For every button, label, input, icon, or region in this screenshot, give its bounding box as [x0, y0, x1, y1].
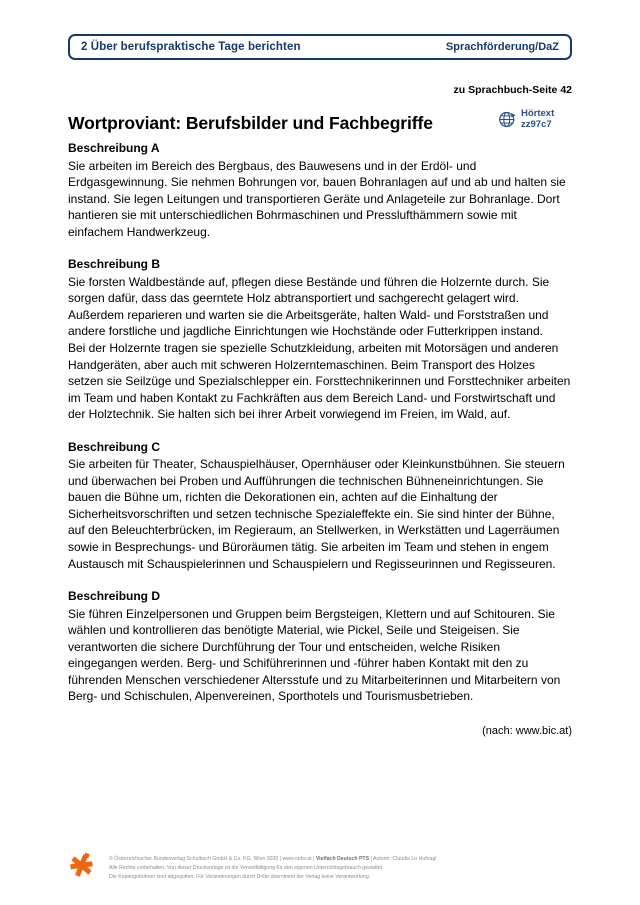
descriptions-container: [68, 140, 572, 737]
audio-badge-labels: [521, 109, 554, 130]
copyright-line-3: Die Kopiergebühren sind abgegolten. Für Veränderungen durch Dritte übernimmt der Verlag keine Verantwortung.: [109, 873, 371, 880]
chapter-title: 2 Über berufspraktische Tage berichten: [81, 41, 301, 53]
description-section-b: [68, 256, 572, 422]
audio-reference-badge[interactable]: [498, 109, 554, 130]
section-paragraph: Sie arbeiten für Theater, Schauspielhäuser, Opernhäuser oder Kleinkunstbühnen. Sie steuern und überwachen bei Proben und Aufführungen die technischen Bühneneinrichtungen. Sie bauen die Bühne um, richten die Dekorationen ein, achten auf die Einhaltung der Sicherheitsvorschriften und setzen technische Spezialeffekte ein. Sie sind hinter der Bühne, auf den Beleuchterbrücken, im Regieraum, an Stellwerken, in Werkstätten und Lagerräumen sowie in Besprechungs- und Büroräumen tätig. Sie arbeiten im Team und stehen in engem Austausch mit Schauspielerinnen und Schauspielern und Regisseurinnen und Regisseuren.: [68, 457, 565, 571]
publisher-logo-icon: [68, 852, 95, 879]
description-section-a: [68, 140, 572, 240]
description-section-c: [68, 439, 572, 572]
product-name: Vielfach Deutsch PTS: [315, 856, 370, 862]
section-heading: Beschreibung A: [68, 141, 160, 155]
copyright-line-1: [109, 855, 436, 864]
book-page-reference: zu Sprachbuch-Seite 42: [453, 84, 572, 96]
section-paragraph: Bei der Holzernte tragen sie spezielle Schutzkleidung, arbeiten mit Motorsägen und anderen Handgeräten, aber auch mit schweren Holzerntemaschinen. Beim Transport des Holzes setzen sie Seilzüge und Spezialschlepper ein. Forsttechnikerinnen und Forsttechniker arbeiten im Team und haben Kontakt zu Fachkräften aus dem Bereich Land- und Forstwirtschaft und der Holztechnik. Sie halten sich bei ihrer Arbeit vorwiegend im Freien, im Wald, auf.: [68, 341, 571, 422]
section-heading: Beschreibung B: [68, 257, 161, 272]
copyright-line-2: Alle Rechte vorbehalten. Von dieser Druckvorlage ist die Vervielfältigung für den eigenen Unterrichtsgebrauch gestattet.: [109, 864, 384, 871]
section-paragraph: Sie arbeiten im Bereich des Bergbaus, des Bauwesens und in der Erdöl- und Erdgasgewinnung. Sie nehmen Bohrungen vor, bauen Bohranlagen auf und ab und halten sie instand. Sie legen Leitungen und transportieren Geräte und Anlageteile zur Bohranlage. Dort hantieren sie mit unterschiedlichen Bohrmaschinen und Presslufthämmern sowie mit einfachem Handwerkzeug.: [68, 158, 566, 239]
globe-play-icon: [498, 110, 517, 129]
page-footer: [68, 852, 572, 882]
copyright-line-1-post: | Autorin: Claudia Lo Hufnagl: [369, 856, 437, 862]
section-paragraph: Sie führen Einzelpersonen und Gruppen beim Bergsteigen, Klettern und auf Schitouren. Sie wählen und kontrollieren das benötigte Material, wie Pickel, Seile und Steigeisen. Sie verantworten die sichere Durchführung der Tour und entscheiden, welche Risiken eingegangen werden. Berg- und Schiführerinnen und -führer haben Kontakt mit den zu führenden Menschen verschiedener Altersstufe und zu Mitarbeiterinnen und Mitarbeitern von Berg- und Schischulen, Alpenvereinen, Sporthotels und Tourismusbetrieben.: [68, 606, 561, 704]
page-title: Wortproviant: Berufsbilder und Fachbegriffe: [68, 112, 433, 133]
source-attribution: (nach: www.bic.at): [482, 724, 572, 737]
copyright-line-1-pre: © Österreichischer Bundesverlag Schulbuch GmbH & Co. KG, Wien 2020 | www.oebv.at |: [109, 856, 316, 862]
description-section-d: [68, 588, 572, 705]
audio-code: zz97c7: [521, 118, 552, 130]
copyright-text: [109, 852, 436, 882]
chapter-header-bar: [68, 34, 572, 60]
section-heading: Beschreibung D: [68, 589, 161, 604]
section-heading: Beschreibung C: [68, 439, 161, 454]
audio-label: Hörtext: [521, 108, 555, 119]
track-label: Sprachförderung/DaZ: [445, 41, 559, 53]
section-paragraph: Sie forsten Waldbestände auf, pflegen diese Bestände und führen die Holzernte durch. Sie sorgen dafür, dass das geerntete Holz abtransportiert und sachgerecht gelagert wird. Außerdem reparieren und warten sie die Arbeitsgeräte, halten Wald- und Forststraßen und andere forstliche und jagdliche Einrichtungen wie Hochstände oder Futterkrippen instand.: [68, 274, 550, 339]
